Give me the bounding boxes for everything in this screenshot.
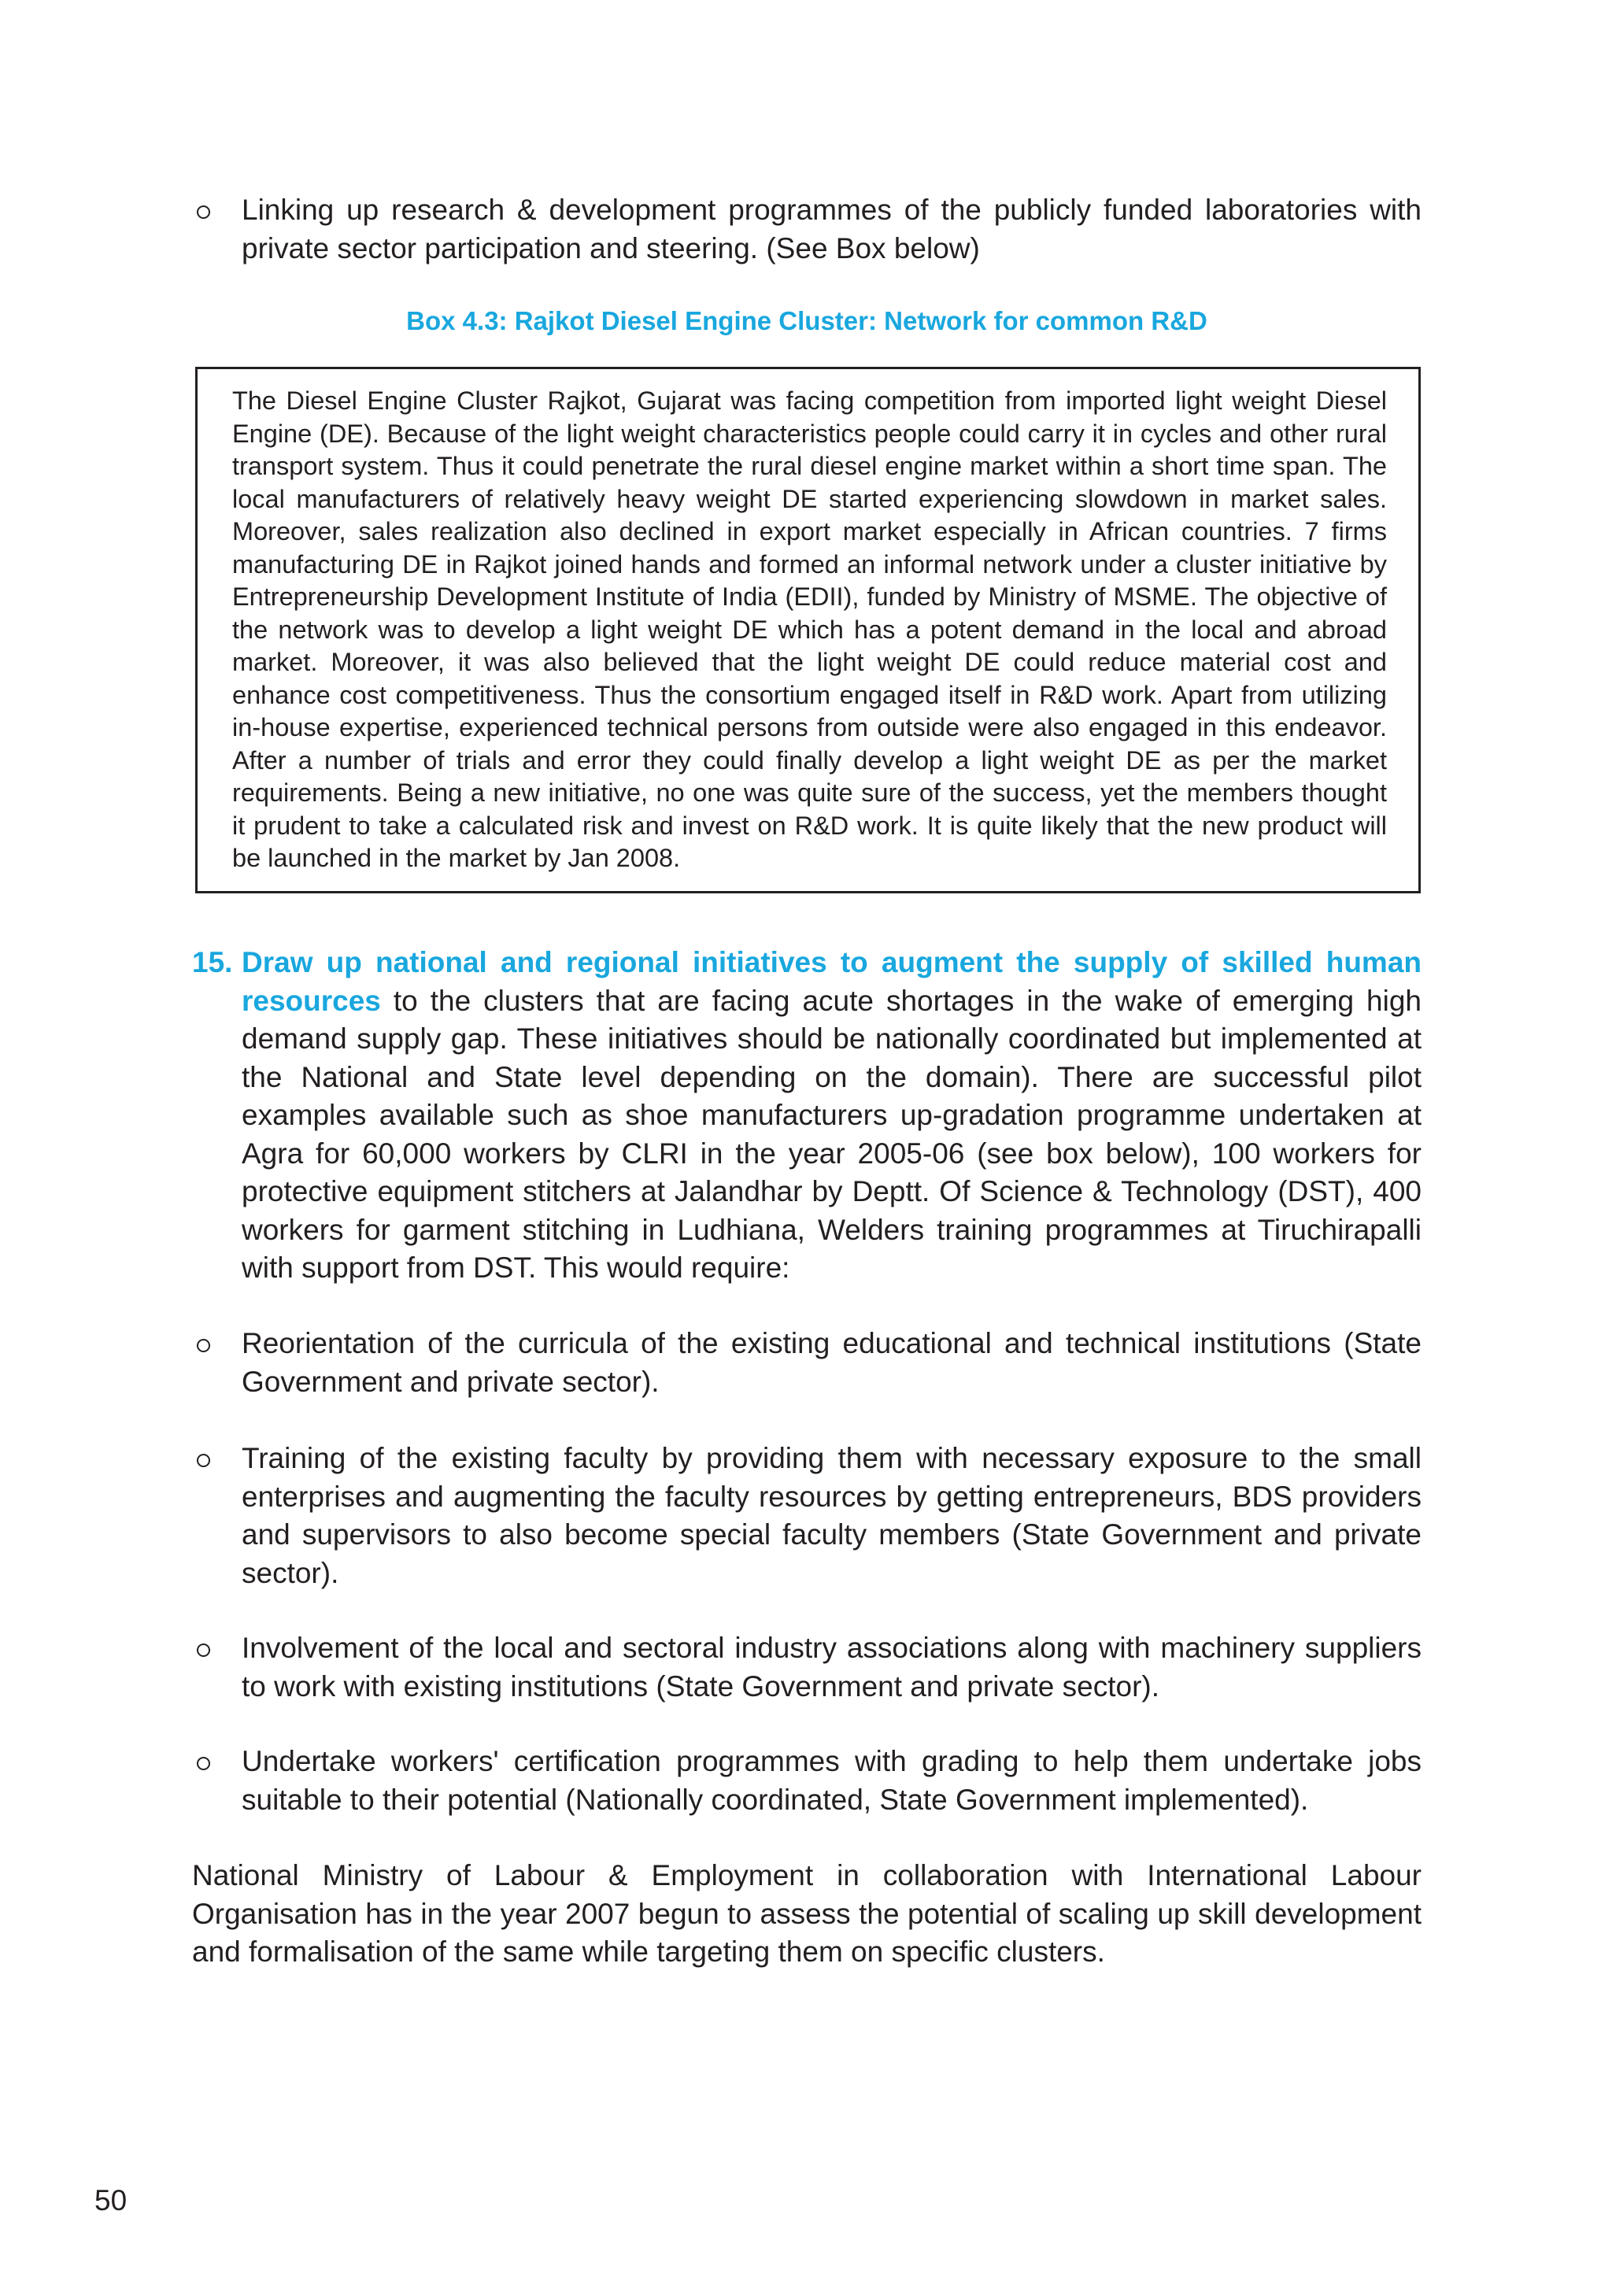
list-item-text: Undertake workers' certification programmes with grading to help them undertake jobs suitable to their potential (Nationally coordinated, State Government implemented). xyxy=(242,1745,1422,1816)
list-item xyxy=(192,1440,1422,1597)
box-title: Box 4.3: Rajkot Diesel Engine Cluster: Network for common R&D xyxy=(406,306,1207,335)
section-text xyxy=(242,944,1422,1288)
hollow-circle-bullet-icon xyxy=(197,1643,210,1657)
list-item xyxy=(192,1629,1422,1708)
list-item-text: Involvement of the local and sectoral industry associations along with machinery suppliers to work with existing institutions (State Government and private sector). xyxy=(242,1632,1422,1703)
case-study-box xyxy=(195,367,1421,893)
section-body: to the clusters that are facing acute shortages in the wake of emerging high demand supply gap. These initiatives should be nationally coordinated but implemented at the National and State level depending on the domain). There are successful pilot examples available such as shoe manufacturers up-gradation programme undertaken at Agra for 60,000 workers by CLRI in the year 2005-06 (see box below), 100 workers for protective equipment stitchers at Jalandhar by Deptt. Of Science & Technology (DST), 400 workers for garment stitching in Ludhiana, Welders training programmes at Tiruchirapalli with support from DST. This would require: xyxy=(242,984,1422,1284)
page-number: 50 xyxy=(94,2184,128,2217)
hollow-circle-bullet-icon xyxy=(197,1339,210,1352)
section-lead: Draw up national and regional initiatives to augment the supply of skilled human resources xyxy=(242,946,1422,1017)
intro-bullet xyxy=(192,191,1422,270)
hollow-circle-bullet-icon xyxy=(197,1757,210,1770)
closing-paragraph: National Ministry of Labour & Employment in collaboration with International Labour Organisation has in the year 2007 begun to assess the potential of scaling up skill development and formalisation of the same while targeting them on specific clusters. xyxy=(192,1859,1422,1968)
hollow-circle-bullet-icon xyxy=(197,205,210,219)
list-item xyxy=(192,1743,1422,1821)
intro-bullet-text: Linking up research & development programmes of the publicly funded laboratories with private sector participation and steering. (See Box below) xyxy=(242,194,1422,264)
list-item-text: Reorientation of the curricula of the existing educational and technical institutions (State Government and private sector). xyxy=(242,1327,1422,1398)
list-item-text: Training of the existing faculty by providing them with necessary exposure to the small enterprises and augmenting the faculty resources by getting entrepreneurs, BDS providers and supervisors to also become special faculty members (State Government and private sector). xyxy=(242,1442,1422,1589)
box-body: The Diesel Engine Cluster Rajkot, Gujarat was facing competition from imported light weight Diesel Engine (DE). Because of the light weight characteristics people could carry it in cycles and other rural transport system. Thus it could penetrate the rural diesel engine market within a short time span. The local manufacturers of relatively heavy weight DE started experiencing slowdown in market sales. Moreover, sales realization also declined in export market especially in African countries. 7 firms manufacturing DE in Rajkot joined hands and formed an informal network under a cluster initiative by Entrepreneurship Development Institute of India (EDII), funded by Ministry of MSME. The objective of the network was to develop a light weight DE which has a potent demand in the local and abroad market. Moreover, it was also believed that the light weight DE could reduce material cost and enhance cost competitiveness. Thus the consortium engaged itself in R&D work. Apart from utilizing in-house expertise, experienced technical persons from outside were also engaged in this endeavor. After a number of trials and error they could finally develop a light weight DE as per the market requirements. Being a new initiative, no one was quite sure of the success, yet the members thought it prudent to take a calculated risk and invest on R&D work. It is quite likely that the new product will be launched in the market by Jan 2008. xyxy=(232,386,1387,872)
section-number: 15. xyxy=(192,946,233,978)
list-item xyxy=(192,1325,1422,1403)
hollow-circle-bullet-icon xyxy=(197,1454,210,1467)
